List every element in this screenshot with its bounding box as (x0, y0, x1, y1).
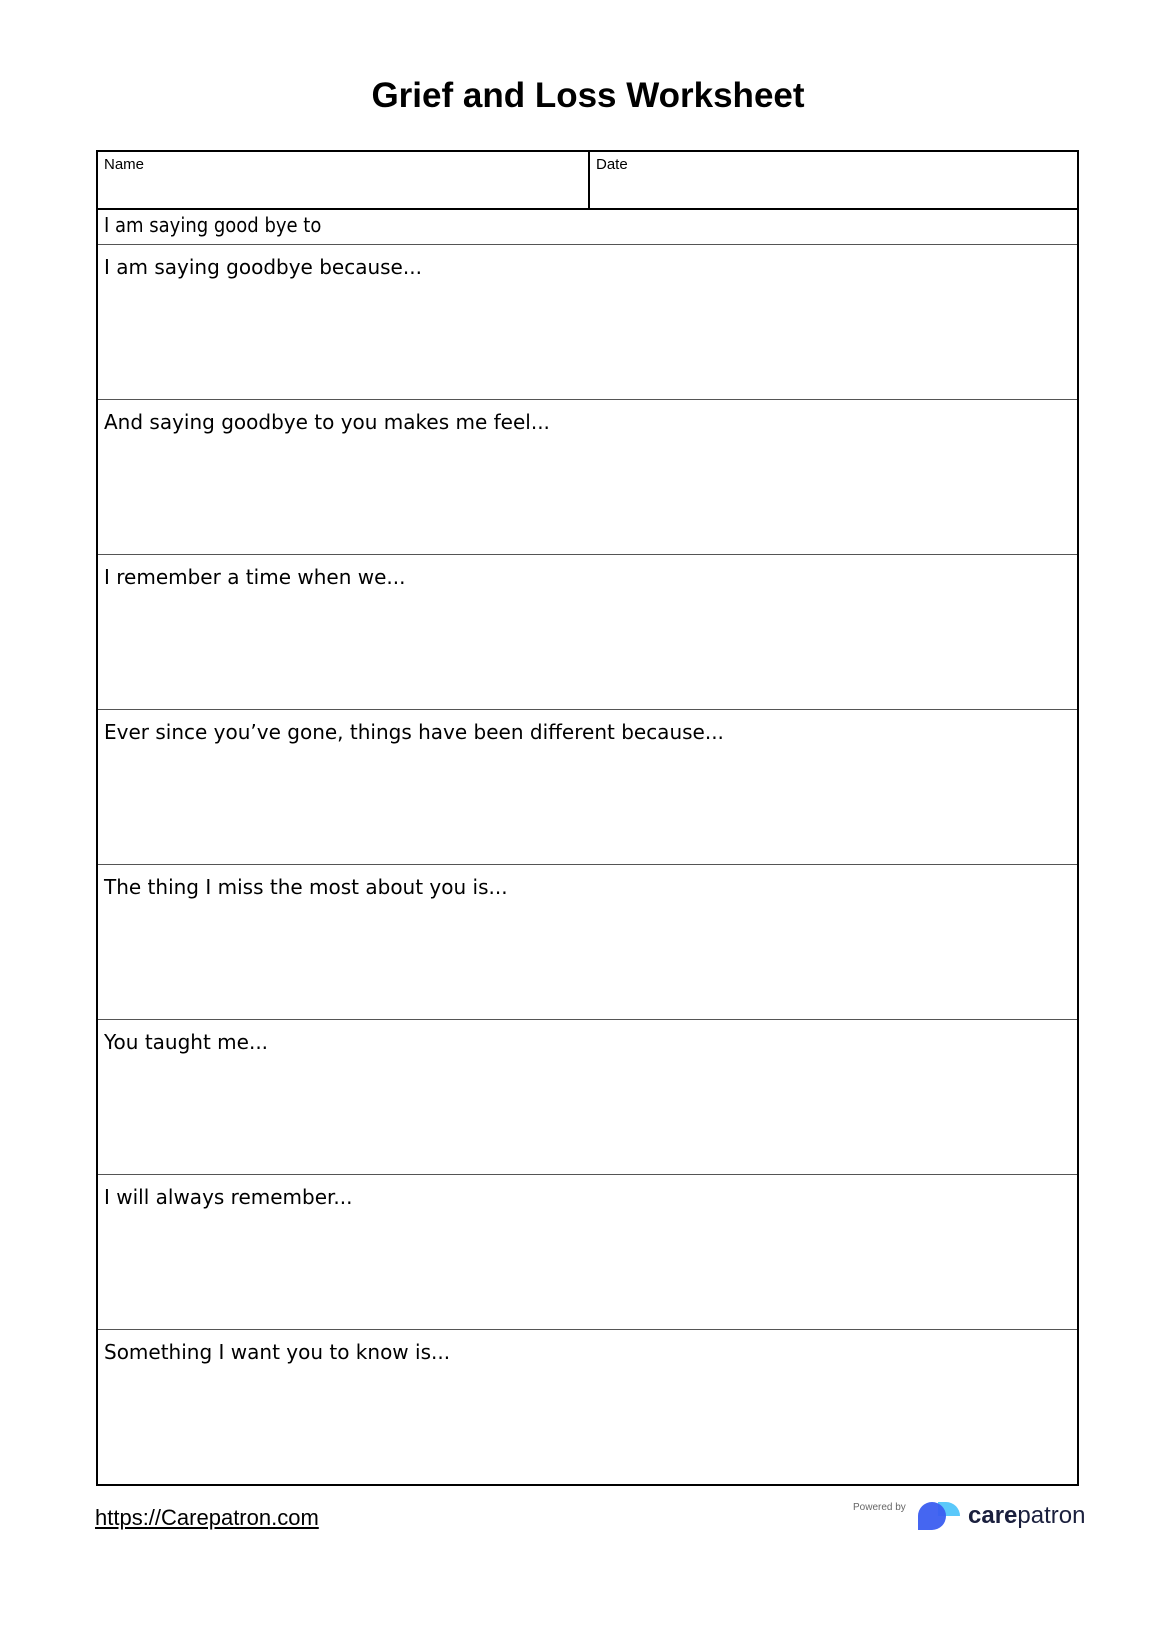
carepatron-logo-icon (916, 1500, 962, 1532)
brand-name: carepatron (968, 1502, 1086, 1529)
name-field[interactable] (98, 152, 588, 208)
prompt-label: Ever since you’ve gone, things have been different because... (104, 720, 724, 744)
prompt-field[interactable] (98, 1020, 1077, 1175)
prompt-field[interactable] (98, 1175, 1077, 1330)
prompt-label: The thing I miss the most about you is... (104, 875, 508, 899)
prompt-label: You taught me... (104, 1030, 269, 1054)
date-label: Date (596, 156, 628, 173)
prompt-field[interactable] (98, 400, 1077, 555)
prompt-field[interactable] (98, 865, 1077, 1020)
carepatron-logo (916, 1500, 1085, 1532)
name-label: Name (104, 156, 145, 173)
prompt-label: And saying goodbye to you makes me feel... (104, 410, 550, 434)
prompt-label: I am saying goodbye because... (104, 255, 422, 279)
saying-goodbye-to-field[interactable] (98, 210, 1077, 245)
prompt-field[interactable] (98, 710, 1077, 865)
prompt-label: I am saying good bye to (104, 213, 322, 237)
prompt-field[interactable] (98, 555, 1077, 710)
carepatron-link[interactable]: https://Carepatron.com (95, 1505, 319, 1530)
date-field[interactable] (588, 152, 1077, 208)
prompt-label: Something I want you to know is... (104, 1340, 451, 1364)
prompt-label: I remember a time when we... (104, 565, 406, 589)
page-title: Grief and Loss Worksheet (371, 76, 805, 115)
worksheet-table (96, 150, 1079, 1486)
prompt-field[interactable] (98, 1330, 1077, 1484)
powered-by-label: Powered by (853, 1502, 906, 1513)
prompt-label: I will always remember... (104, 1185, 353, 1209)
header-row (98, 152, 1077, 210)
prompt-field[interactable] (98, 245, 1077, 400)
